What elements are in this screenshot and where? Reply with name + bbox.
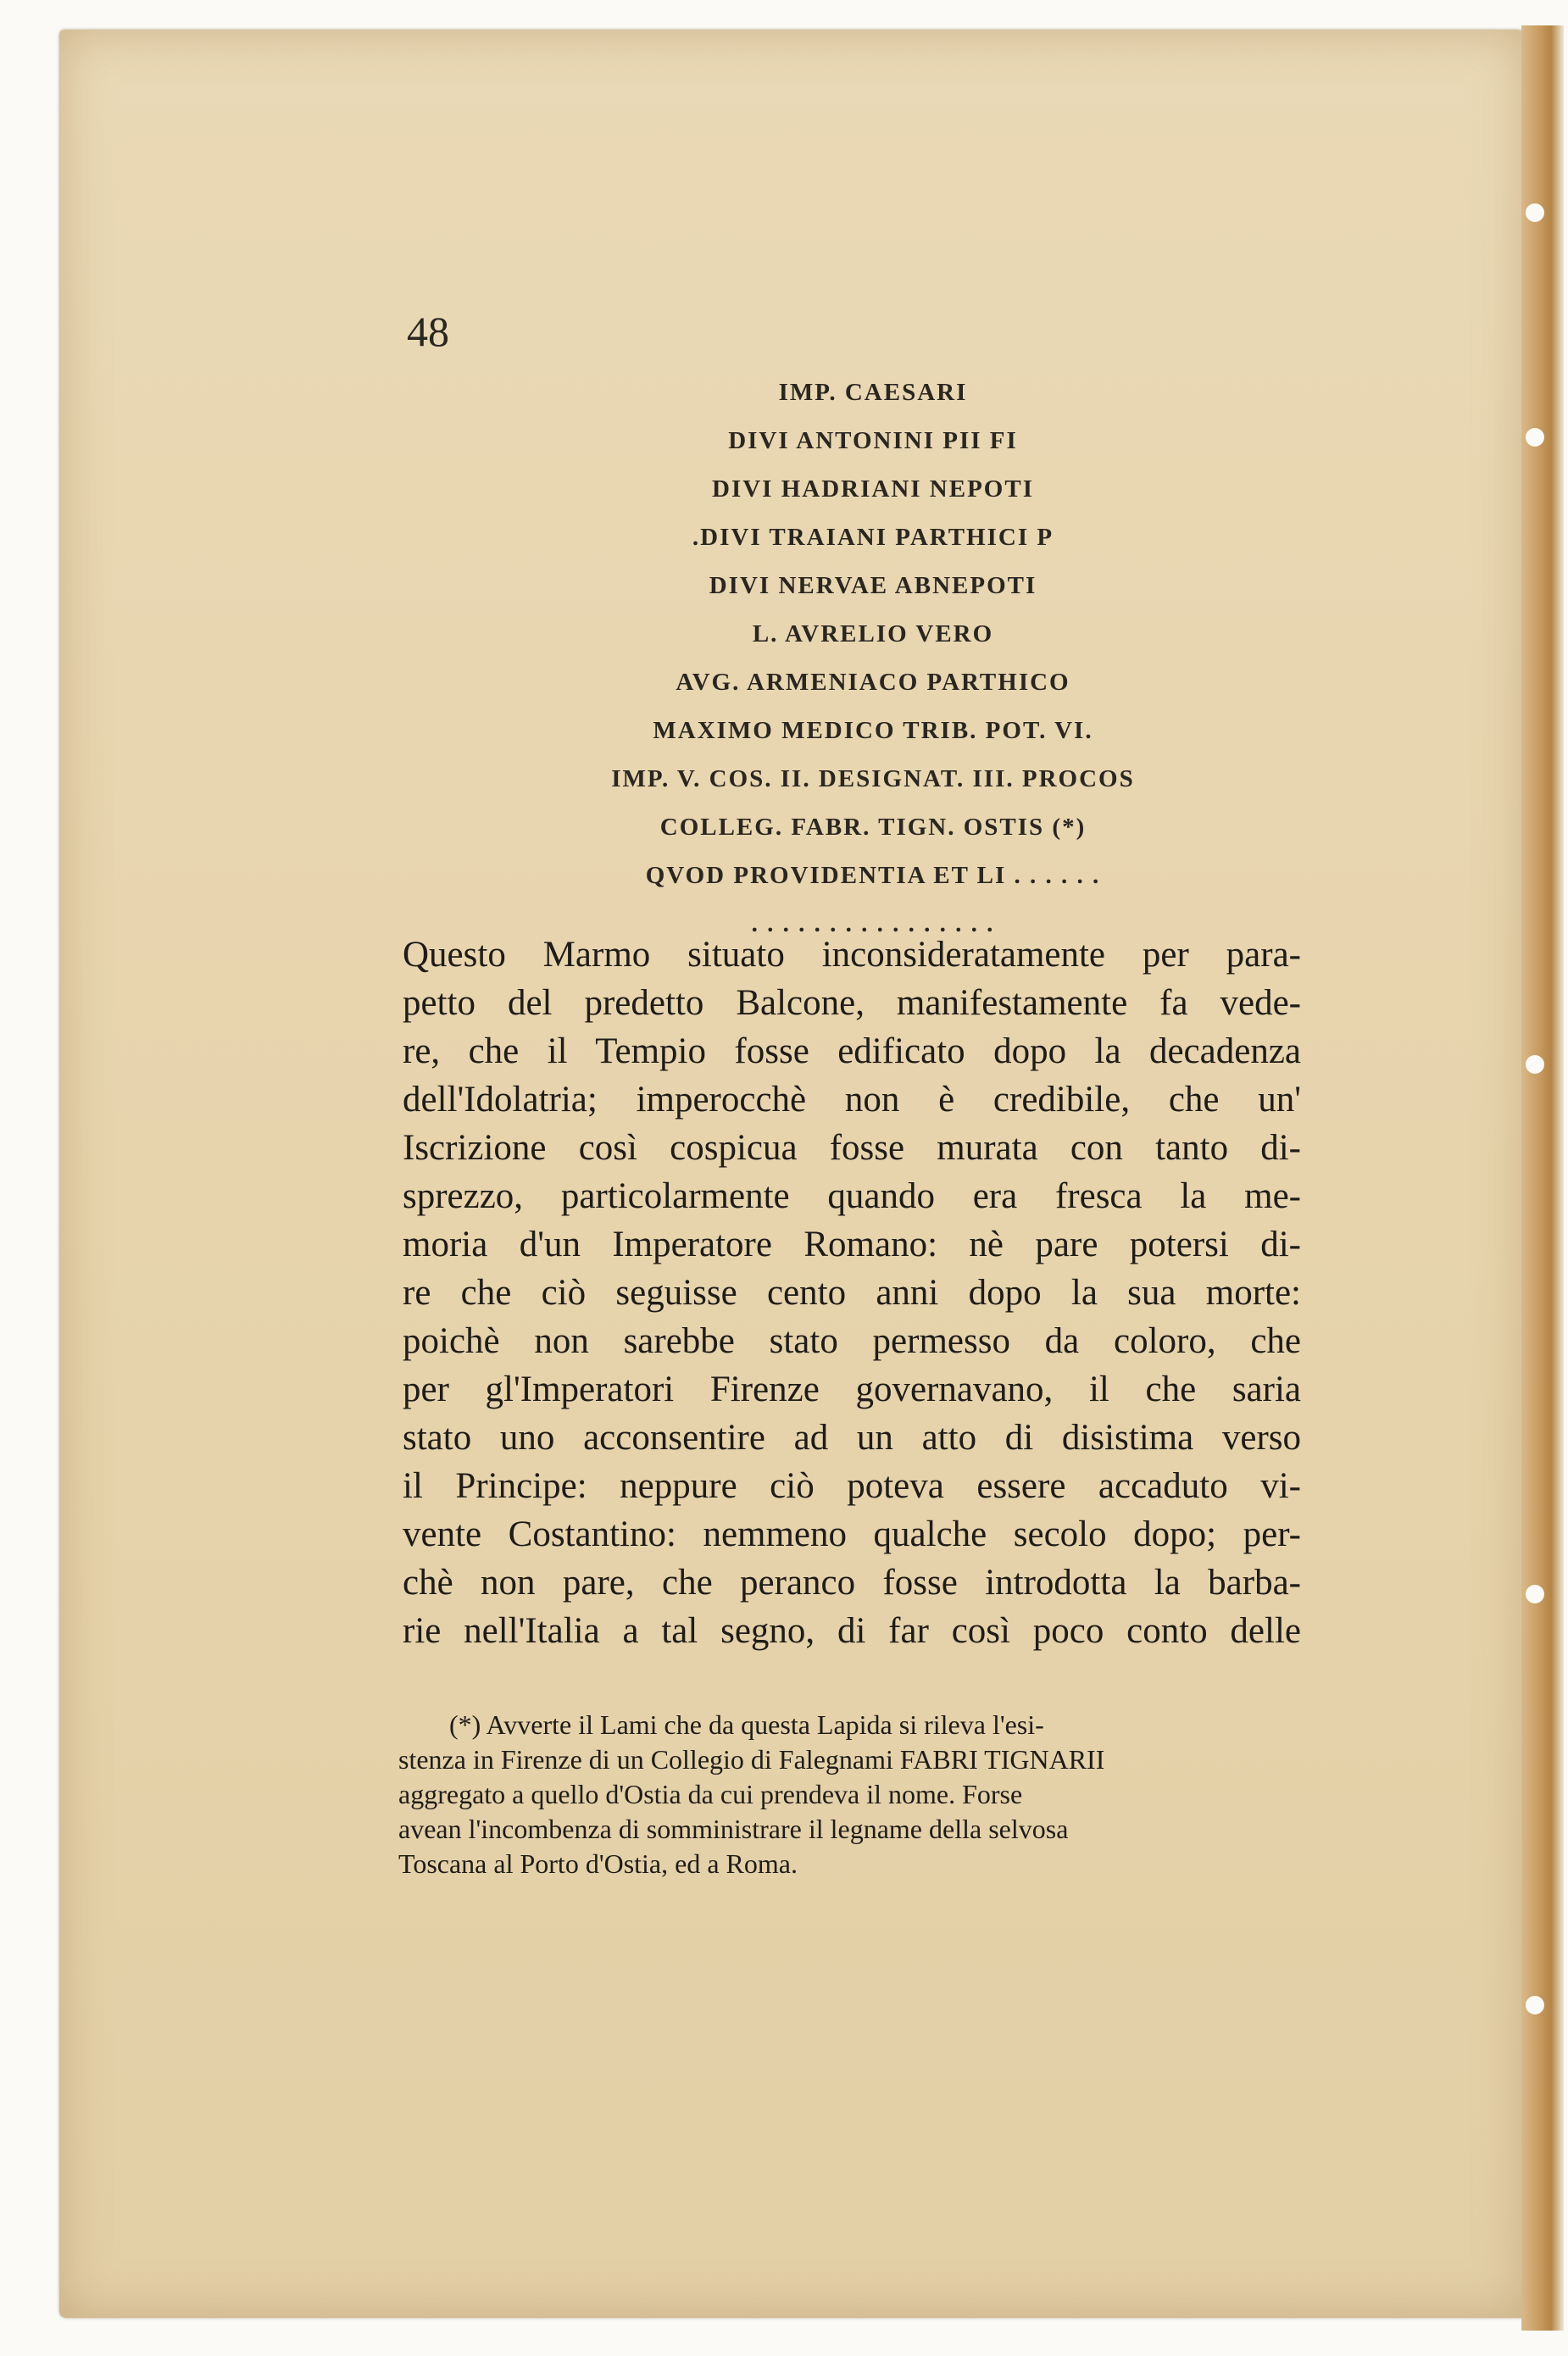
- body-line: stato uno acconsentire ad un atto di disistima verso: [403, 1418, 1301, 1458]
- inscription-line: COLLEG. FABR. TIGN. OSTIS (*): [659, 814, 1087, 841]
- inscription-line: DIVI ANTONINI PII FI: [728, 427, 1018, 454]
- binding-hole: [1526, 1055, 1544, 1074]
- footnote-line: (*) Avverte il Lami che da questa Lapida si rileva l'esi-: [449, 1709, 1044, 1740]
- inscription-line: AVG. ARMENIACO PARTHICO: [676, 669, 1070, 696]
- body-line: petto del predetto Balcone, manifestamente fa vede-: [403, 983, 1301, 1023]
- body-line: sprezzo, particolarmente quando era fresca la me-: [403, 1176, 1301, 1216]
- inscription-line: .DIVI TRAIANI PARTHICI P: [692, 524, 1054, 551]
- binding-hole: [1526, 428, 1544, 447]
- footnote-line: avean l'incombenza di somministrare il legname della selvosa: [398, 1814, 1069, 1844]
- inscription-line: MAXIMO MEDICO TRIB. POT. VI.: [653, 717, 1093, 744]
- binding-hole: [1526, 1585, 1544, 1603]
- body-line: dell'Idolatria; imperocchè non è credibile, che un': [403, 1080, 1301, 1120]
- body-line: moria d'un Imperatore Romano: nè pare potersi di-: [403, 1225, 1301, 1264]
- page-number: 48: [407, 308, 449, 355]
- inscription-line: QVOD PROVIDENTIA ET LI . . . . . .: [645, 862, 1101, 889]
- footnote-line: aggregato a quello d'Ostia da cui prendeva il nome. Forse: [398, 1779, 1023, 1809]
- body-line: Iscrizione così cospicua fosse murata con tanto di-: [403, 1128, 1301, 1168]
- body-line: chè non pare, che peranco fosse introdotta la barba-: [403, 1563, 1301, 1603]
- body-line: rie nell'Italia a tal segno, di far così poco conto delle: [403, 1611, 1301, 1651]
- footnote: [398, 1708, 1297, 1881]
- footnote-line: Toscana al Porto d'Ostia, ed a Roma.: [398, 1848, 798, 1879]
- inscription-block: [542, 369, 1204, 948]
- binding-hole: [1526, 203, 1544, 222]
- inscription-line: DIVI NERVAE ABNEPOTI: [709, 572, 1037, 599]
- body-line: re che ciò seguisse cento anni dopo la sua morte:: [403, 1273, 1301, 1313]
- body-line: il Principe: neppure ciò poteva essere accaduto vi-: [403, 1466, 1301, 1506]
- body-line: vente Costantino: nemmeno qualche secolo dopo; per-: [403, 1514, 1301, 1554]
- page-edge: [1521, 25, 1564, 2331]
- body-line: Questo Marmo situato inconsideratamente per para-: [403, 935, 1301, 975]
- inscription-line: DIVI HADRIANI NEPOTI: [712, 475, 1034, 503]
- footnote-line: stenza in Firenze di un Collegio di Falegnami FABRI TIGNARII: [398, 1744, 1105, 1775]
- inscription-line: L. AVRELIO VERO: [752, 620, 994, 647]
- binding-hole: [1526, 1996, 1544, 2014]
- inscription-line: . . . . . . . . . . . . . . . .: [751, 910, 995, 937]
- inscription-line: IMP. V. COS. II. DESIGNAT. III. PROCOS: [611, 765, 1135, 792]
- body-text: [403, 931, 1301, 1655]
- body-line: per gl'Imperatori Firenze governavano, il che saria: [403, 1370, 1301, 1409]
- body-line: poichè non sarebbe stato permesso da coloro, che: [403, 1321, 1301, 1361]
- inscription-line: IMP. CAESARI: [778, 379, 968, 406]
- body-line: re, che il Tempio fosse edificato dopo la decadenza: [403, 1031, 1301, 1071]
